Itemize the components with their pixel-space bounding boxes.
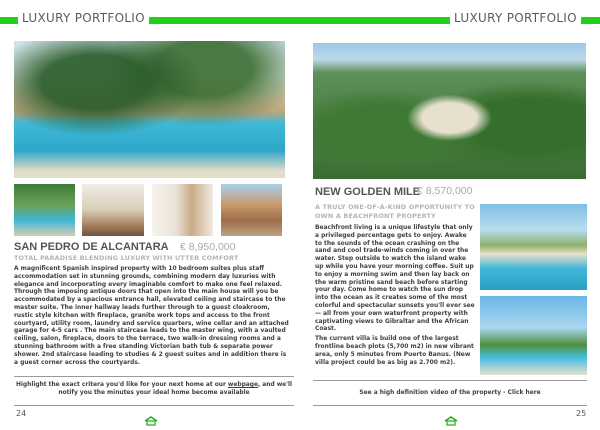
webpage-link[interactable]: webpage xyxy=(227,382,258,388)
left-footer-text-after: , and we'll notify you the minutes your ideal home become available xyxy=(58,382,292,396)
thumbnail-living-room-photo xyxy=(82,184,144,236)
video-link-note[interactable]: See a high definition video of the property - Click here xyxy=(359,390,541,396)
left-header-title: LUXURY PORTFOLIO xyxy=(18,11,149,25)
left-property-description xyxy=(14,265,289,368)
left-description-paragraph: A magnificent Spanish inspired property with 10 bedroom suites plus staff accommodation set in stunning grounds, combining modern day luxuries with elegance and incorporating every imaginable comfort to make one feel relaxed. Through the imposing antique doors that open into the main house will you be accommodated by a spacious entrance hall, elevated ceiling and staircase to the master suite. The inner hallway leads further through to a guest cloakroom, rustic style kitchen with fireplace, granite work tops and access to the front courtyard, utility room, laundry and service quarters, wine cellar and an attached garage for 4-5 cars . The main staircase leads to the master wing, with a vaulted ceiling, salon, fireplace, doors to the terrace, two walk-in dressing rooms and a stunning bathroom with a free standing Victorian bath tub & separate power shower. 2nd staircase leading to studies & 2 guest suites and in addition there is a guest corner across the courtyards. xyxy=(14,265,289,366)
right-property-price: € 8,570,000 xyxy=(417,185,473,197)
thumbnail-pool-photo xyxy=(14,184,75,236)
right-property-description xyxy=(315,224,475,368)
right-page-number: 25 xyxy=(576,409,587,418)
right-header-title: LUXURY PORTFOLIO xyxy=(450,11,581,25)
right-property-title: NEW GOLDEN MILE xyxy=(315,186,421,198)
thumbnail-facade-photo xyxy=(221,184,282,236)
right-description-paragraph-1: Beachfront living is a unique lifestyle that only a privileged percentage gets to enjoy. Awake to the sounds of the ocean crashing on the sand and cool trade-winds coming in over the water. Step outside to watch the island wake up while you have your morning coffee. Suit up to enjoy a morning swim and then lay back on the warm pristine sand beach before starting your day. Come home to watch the sun drop into the ocean as it creates some of the most colorful and spectacular sunsets you'll ever see — all from your own waterfront property with captivating views to Gibraltar and the African Coast. xyxy=(315,224,475,333)
left-footer-text-before: Highlight the exact critera you'd like for your next home at our xyxy=(15,382,228,388)
beachfront-pool-photo xyxy=(480,204,587,290)
left-property-price: € 8,950,000 xyxy=(180,241,236,253)
aerial-villa-photo xyxy=(313,43,586,179)
left-property-title: SAN PEDRO DE ALCANTARA xyxy=(14,241,169,253)
right-description-paragraph-2: The current villa is build one of the largest frontline beach plots (5,700 m2) in new vibrant area, only 5 minutes from Puerto Banus. (New villa project could be as big as 2.700 m2). xyxy=(315,335,474,366)
left-page-number: 24 xyxy=(16,409,27,418)
home-logo-icon xyxy=(444,411,458,421)
left-footer-note xyxy=(14,381,294,397)
left-property-subtitle: TOTAL PARADISE BLENDING LUXURY WITH UTTER COMFORT xyxy=(14,254,239,262)
right-page-bottom-rule xyxy=(313,405,587,406)
thumbnail-bedroom-photo xyxy=(152,184,213,236)
villa-pool-photo xyxy=(14,41,285,178)
left-page-bottom-rule xyxy=(14,405,294,406)
home-logo-icon xyxy=(144,411,158,421)
right-footer-divider xyxy=(313,380,587,381)
right-property-subtitle: A TRULY ONE-OF-A-KIND OPPORTUNITY TO OWN A BEACHFRONT PROPERTY xyxy=(315,203,475,220)
garden-pool-photo xyxy=(480,296,587,375)
left-footer-divider xyxy=(14,376,294,377)
